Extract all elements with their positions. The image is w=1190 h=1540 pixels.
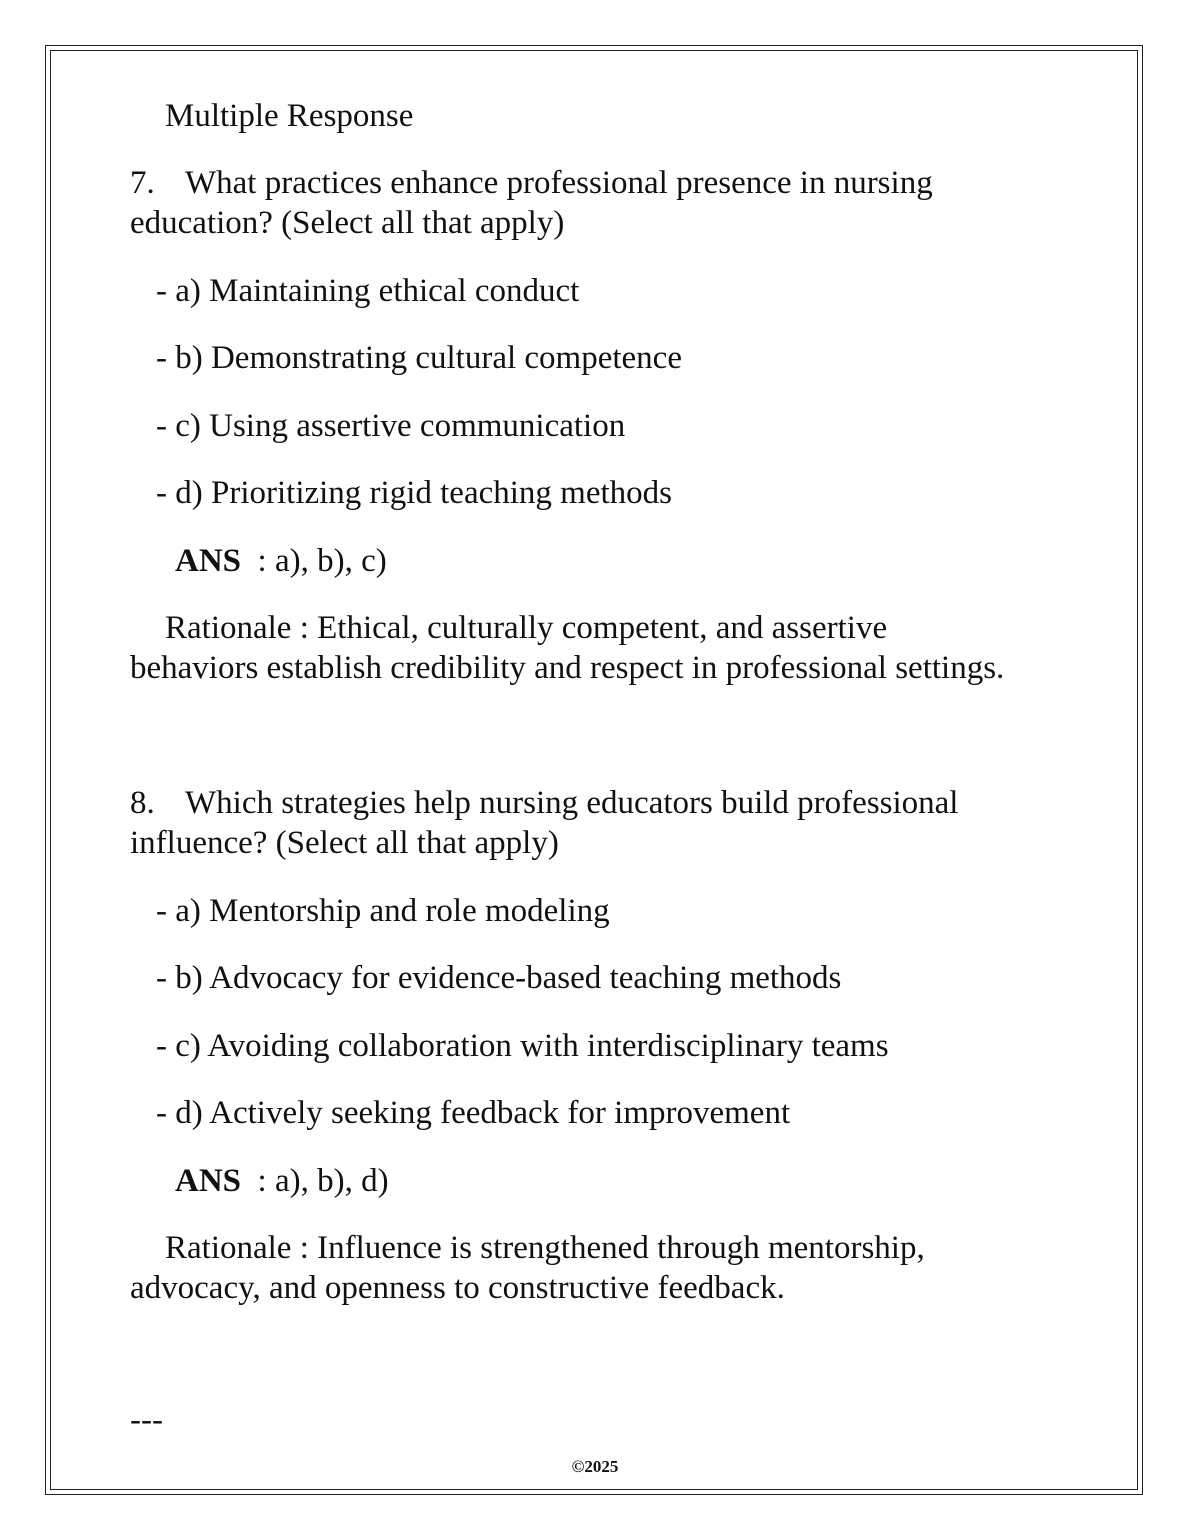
option-d: - d) Prioritizing rigid teaching methods	[156, 475, 672, 511]
separator: ---	[130, 1402, 163, 1438]
answer	[175, 1161, 389, 1201]
option-a: - a) Mentorship and role modeling	[156, 893, 610, 929]
answer	[175, 541, 387, 581]
question-stem-line1: Which strategies help nursing educators build professional	[185, 785, 959, 821]
answer-value: : a), b), d)	[257, 1163, 389, 1199]
option-a: - a) Maintaining ethical conduct	[156, 273, 580, 309]
option-b: - b) Advocacy for evidence-based teaching methods	[156, 960, 842, 996]
rationale-line1: Rationale : Influence is strengthened through mentorship,	[165, 1230, 925, 1266]
option-c: - c) Avoiding collaboration with interdisciplinary teams	[156, 1028, 889, 1064]
question-number: 7.	[130, 165, 155, 201]
answer-label: ANS	[175, 543, 242, 579]
answer-label: ANS	[175, 1163, 242, 1199]
section-title: Multiple Response	[165, 98, 414, 134]
question-stem-line1: What practices enhance professional presence in nursing	[185, 165, 933, 201]
copyright-footer: ©2025	[571, 1457, 619, 1476]
option-b: - b) Demonstrating cultural competence	[156, 340, 682, 376]
answer-value: : a), b), c)	[257, 543, 387, 579]
question-stem-line2: influence? (Select all that apply)	[130, 825, 559, 861]
option-d: - d) Actively seeking feedback for improvement	[156, 1095, 791, 1131]
rationale-line1: Rationale : Ethical, culturally competent, and assertive	[165, 610, 888, 646]
question-stem-line2: education? (Select all that apply)	[130, 205, 565, 241]
rationale-line2: advocacy, and openness to constructive feedback.	[130, 1270, 785, 1306]
question-number: 8.	[130, 785, 155, 821]
option-c: - c) Using assertive communication	[156, 408, 626, 444]
rationale-line2: behaviors establish credibility and respect in professional settings.	[130, 650, 1005, 686]
